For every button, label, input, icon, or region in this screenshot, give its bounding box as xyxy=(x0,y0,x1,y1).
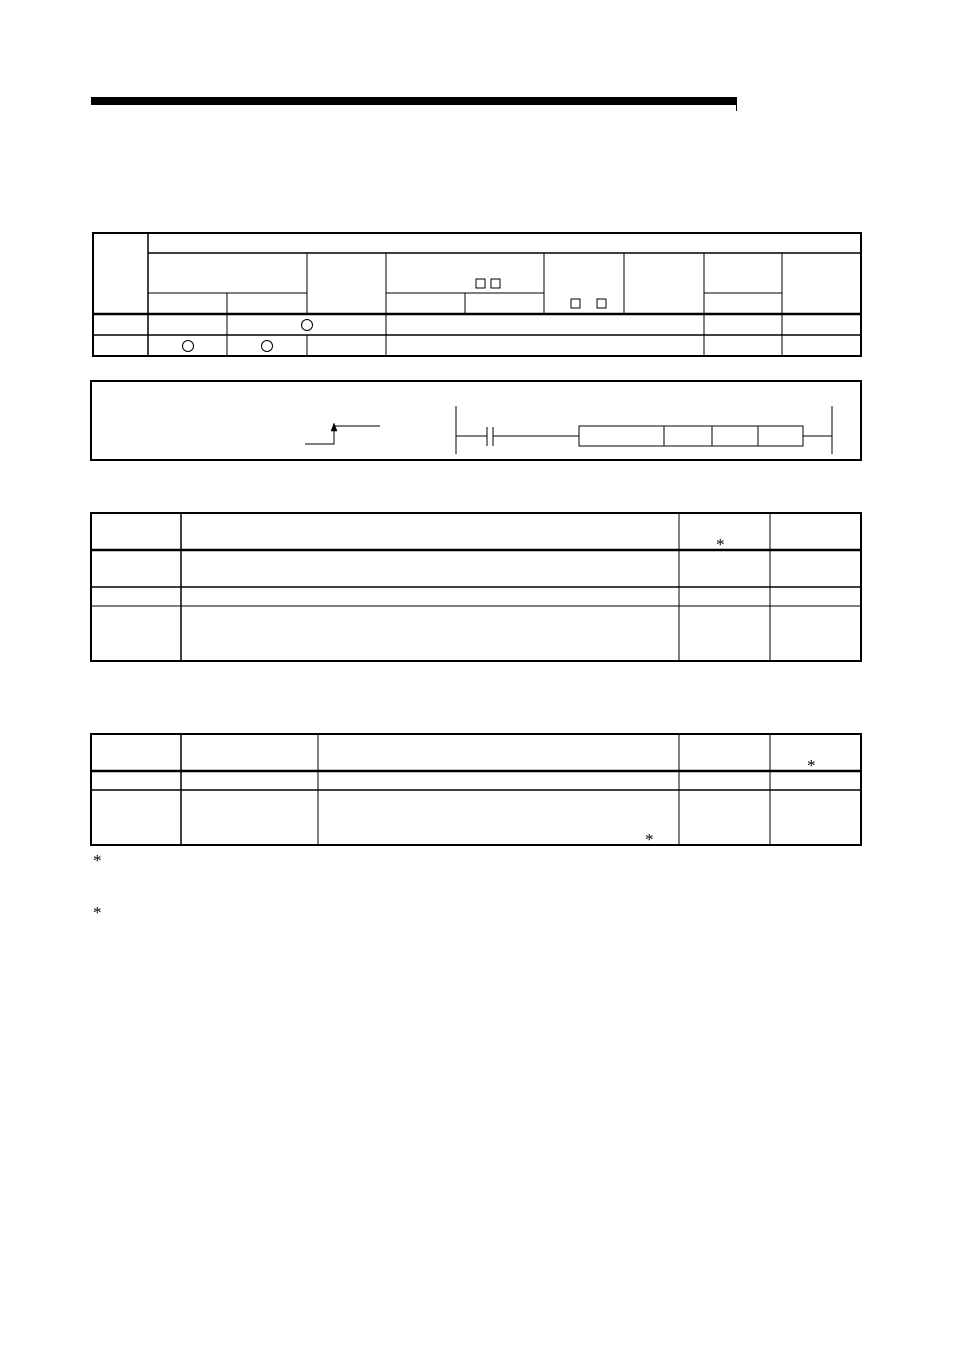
square-mark-icon xyxy=(571,299,580,308)
circle-mark-icon xyxy=(262,341,273,352)
footnote-mark: * xyxy=(93,903,102,922)
square-mark-icon xyxy=(476,279,485,288)
setting-data-table xyxy=(91,513,861,661)
usable-devices-table xyxy=(93,233,861,356)
circle-mark-icon xyxy=(183,341,194,352)
square-mark-icon xyxy=(597,299,606,308)
square-mark-icon xyxy=(491,279,500,288)
footnote-mark: * xyxy=(645,830,654,849)
rising-edge-icon xyxy=(305,423,380,444)
contact-icon xyxy=(456,427,579,446)
footnote-mark: * xyxy=(716,535,725,554)
instruction-box xyxy=(91,381,861,460)
instruction-block xyxy=(579,426,803,446)
circle-mark-icon xyxy=(302,320,313,331)
footnote-mark: * xyxy=(807,756,816,775)
control-data-table xyxy=(91,734,861,845)
footnote-mark: * xyxy=(93,851,102,870)
